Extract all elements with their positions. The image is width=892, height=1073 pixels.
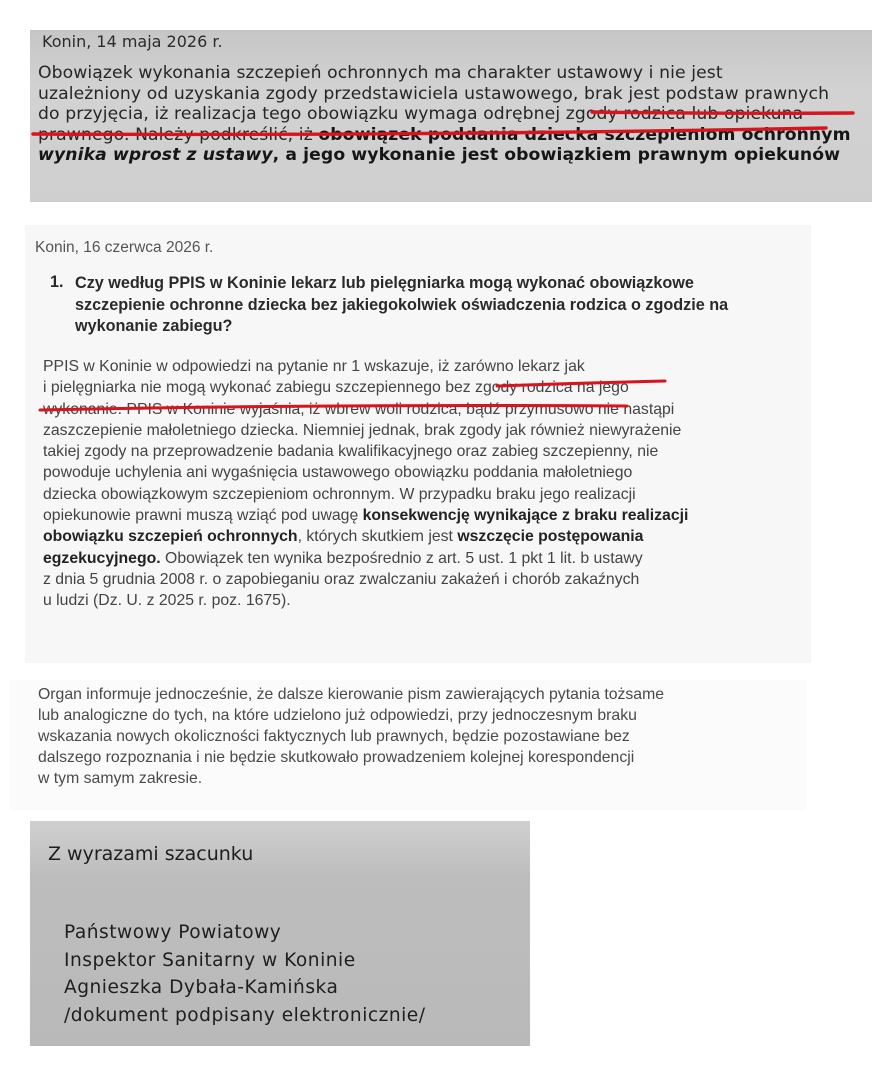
signature-line: Agnieszka Dybała-Kamińska [64, 977, 339, 998]
answer-line: takiej zgody na przeprowadzenie badania kwalifikacyjnego oraz zabieg szczepienny, nie [43, 443, 659, 461]
plain-text: Obowiązek ten wynika bezpośrednio z art. 5 ust. 1 pkt 1 lit. b ustawy [160, 549, 643, 567]
bold-text [38, 145, 840, 165]
paragraph-line: do przyjęcia, iż realizacja tego obowiązku wymaga odrębnej zgody rodzica lub opiekuna [38, 104, 804, 124]
excerpt-signature [30, 821, 530, 1046]
letter-date: Konin, 16 czerwca 2026 r. [35, 239, 214, 256]
excerpt-may-letter [30, 30, 872, 202]
question-text [75, 273, 775, 338]
bold-italic-text: wynika wprost z ustawy [38, 145, 273, 165]
excerpt-june-letter [25, 225, 811, 663]
paragraph-line: Obowiązek wykonania szczepień ochronnych ma charakter ustawowy i nie jest [38, 63, 723, 83]
notice-line: Organ informuje jednocześnie, że dalsze kierowanie pism zawierających pytania tożsame [38, 686, 665, 703]
answer-line: wykonanie. PPIS w Koninie wyjaśnia, iż wbrew woli rodzica, bądź przymusowo nie nastąpi [43, 400, 675, 418]
notice-line: dalszego rozpoznania i nie będzie skutkowało prowadzeniem kolejnej korespondencji [38, 749, 635, 766]
plain-text: prawnego. Należy podkreślić, iż [38, 124, 319, 145]
paragraph-line [38, 145, 868, 166]
bold-text: wszczęcie postępowania [457, 528, 644, 546]
bold-text: obowiązek poddania dziecka szczepieniom ochronnym [318, 124, 851, 145]
answer-line [43, 526, 803, 547]
bold-text: , a jego wykonanie jest obowiązkiem prawnym opiekunów [272, 145, 841, 165]
signature-line: /dokument podpisany elektronicznie/ [64, 1004, 426, 1026]
answer-line: PPIS w Koninie w odpowiedzi na pytanie nr 1 wskazuje, iż zarówno lekarz jak [43, 358, 585, 375]
answer-line [43, 505, 803, 526]
signature-line: Inspektor Sanitarny w Koninie [64, 949, 356, 971]
bold-text: konsekwencję wynikające z braku realizacji [362, 507, 689, 525]
answer-line [43, 548, 803, 569]
answer-line: dziecka obowiązkowym szczepieniom ochronnym. W przypadku braku jego realizacji [43, 485, 636, 503]
closing-phrase: Z wyrazami szacunku [48, 843, 254, 865]
excerpt-paragraph [38, 63, 868, 166]
notice-paragraph [38, 684, 798, 789]
question-line: Czy według PPIS w Koninie lekarz lub pielęgniarka mogą wykonać obowiązkowe [75, 274, 694, 292]
notice-line: wskazania nowych okoliczności faktycznych lub prawnych, będzie pozostawiane bez [38, 728, 630, 745]
answer-line: zaszczepienie małoletniego dziecka. Niemniej jednak, brak zgody jak również niewyrażenie [43, 421, 682, 439]
notice-line: lub analogiczne do tych, na które udzielono już odpowiedzi, przy jednoczesnym braku [38, 707, 637, 724]
answer-line: u ludzi (Dz. U. z 2025 r. poz. 1675). [43, 592, 291, 610]
question-number: 1. [50, 273, 64, 291]
bold-text: egzekucyjnego. [43, 549, 161, 567]
answer-line: powoduje uchylenia ani wygaśnięcia ustawowego obowiązku poddania małoletniego [43, 464, 633, 482]
notice-line: w tym samym zakresie. [38, 770, 203, 787]
plain-text: opiekunowie prawni muszą wziąć pod uwagę [43, 507, 363, 525]
excerpt-notice [10, 680, 806, 810]
signature-block [64, 919, 426, 1029]
paragraph-line [38, 125, 868, 146]
plain-text: , których skutkiem jest [297, 528, 458, 546]
answer-line: i pielęgniarka nie mogą wykonać zabiegu szczepiennego bez zgody rodzica na jego [43, 379, 629, 397]
answer-line: z dnia 5 grudnia 2008 r. o zapobieganiu oraz zwalczaniu zakażeń i chorób zakaźnych [43, 570, 640, 588]
question-line: szczepienie ochronne dziecka bez jakiegokolwiek oświadczenia rodzica o zgodzie na [75, 295, 729, 314]
bold-text: obowiązku szczepień ochronnych [43, 528, 298, 546]
letter-date: Konin, 14 maja 2026 r. [42, 32, 223, 51]
answer-paragraph [43, 356, 803, 612]
signature-line: Państwowy Powiatowy [64, 922, 282, 943]
paragraph-line: uzależniony od uzyskania zgody przedstawiciela ustawowego, brak jest podstaw prawnych [38, 83, 830, 104]
question-line: wykonanie zabiegu? [75, 317, 233, 335]
